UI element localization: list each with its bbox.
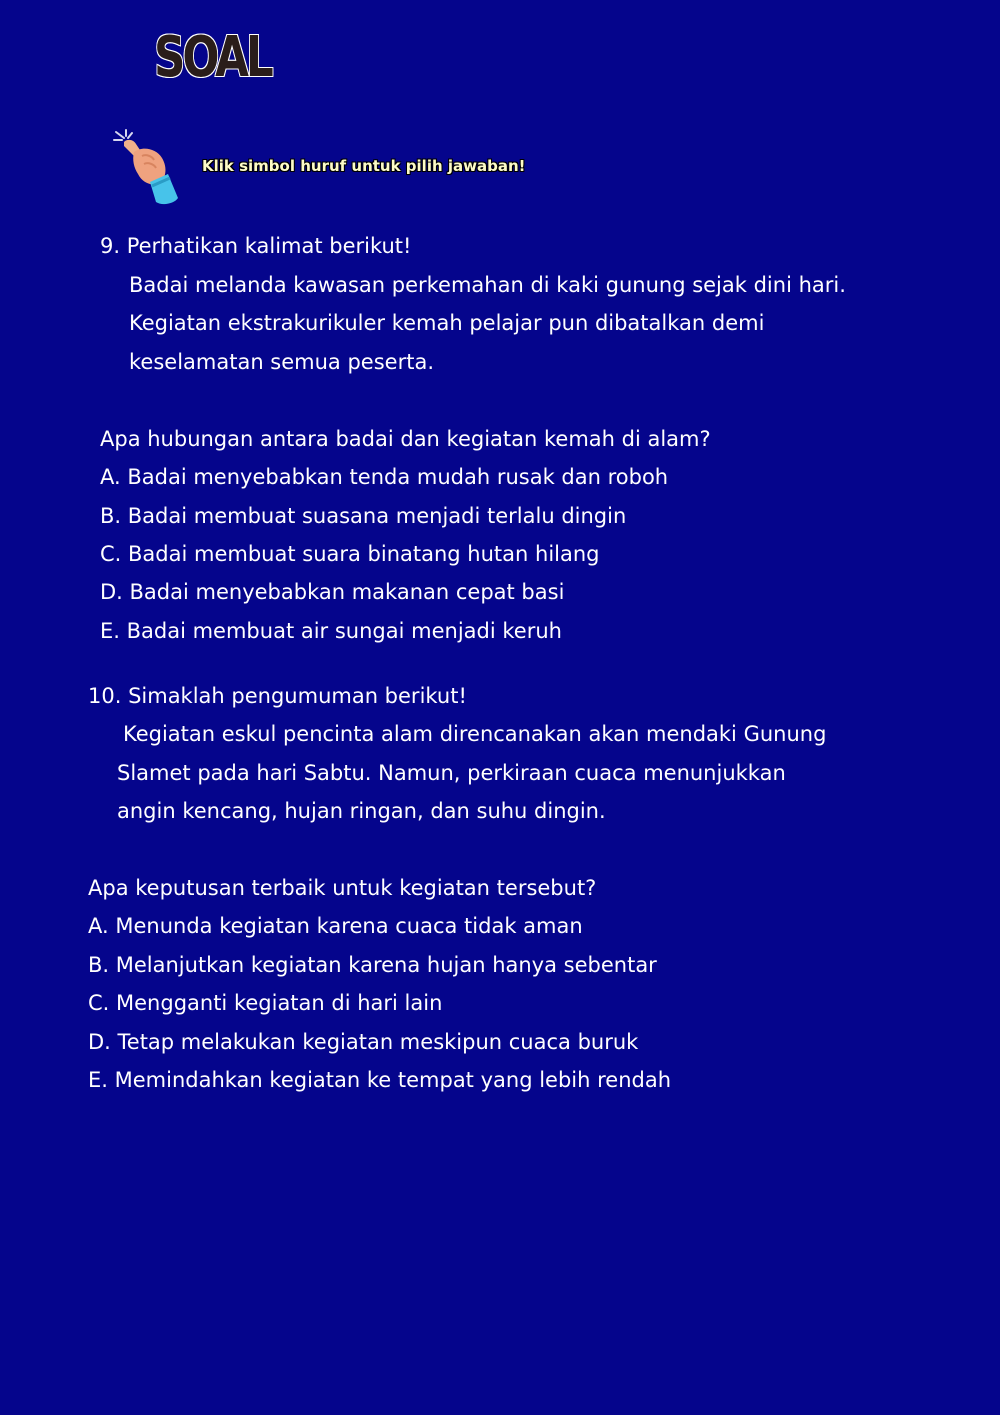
question-10-passage-line: Kegiatan eskul pencinta alam direncanakan akan mendaki Gunung (123, 722, 827, 746)
pointing-hand-icon (112, 128, 184, 208)
question-9-passage-line: Kegiatan ekstrakurikuler kemah pelajar pun dibatalkan demi (129, 311, 765, 335)
question-9-option-b[interactable]: B. Badai membuat suasana menjadi terlalu dingin (100, 504, 627, 528)
question-10-option-c[interactable]: C. Mengganti kegiatan di hari lain (88, 991, 443, 1015)
question-10-option-e[interactable]: E. Memindahkan kegiatan ke tempat yang lebih rendah (88, 1068, 672, 1092)
question-10-text: Apa keputusan terbaik untuk kegiatan tersebut? (88, 876, 597, 900)
question-10-passage-line: Slamet pada hari Sabtu. Namun, perkiraan cuaca menunjukkan (117, 761, 786, 785)
question-10-option-b[interactable]: B. Melanjutkan kegiatan karena hujan hanya sebentar (88, 953, 657, 977)
instruction-text: Klik simbol huruf untuk pilih jawaban! (202, 157, 526, 175)
question-9-option-c[interactable]: C. Badai membuat suara binatang hutan hilang (100, 542, 600, 566)
question-10-option-d[interactable]: D. Tetap melakukan kegiatan meskipun cuaca buruk (88, 1030, 639, 1054)
question-9-passage-line: Badai melanda kawasan perkemahan di kaki gunung sejak dini hari. (129, 273, 846, 297)
question-9-option-a[interactable]: A. Badai menyebabkan tenda mudah rusak dan roboh (100, 465, 669, 489)
question-9-text: Apa hubungan antara badai dan kegiatan kemah di alam? (100, 427, 711, 451)
question-9-passage-line: keselamatan semua peserta. (129, 350, 435, 374)
question-9-option-d[interactable]: D. Badai menyebabkan makanan cepat basi (100, 580, 565, 604)
question-10-prompt: 10. Simaklah pengumuman berikut! (88, 684, 467, 708)
question-10-option-a[interactable]: A. Menunda kegiatan karena cuaca tidak aman (88, 914, 583, 938)
page-title: SOAL (154, 25, 271, 90)
question-10-passage-line: angin kencang, hujan ringan, dan suhu dingin. (117, 799, 606, 823)
question-9-prompt: 9. Perhatikan kalimat berikut! (100, 234, 412, 258)
question-9-option-e[interactable]: E. Badai membuat air sungai menjadi keruh (100, 619, 562, 643)
